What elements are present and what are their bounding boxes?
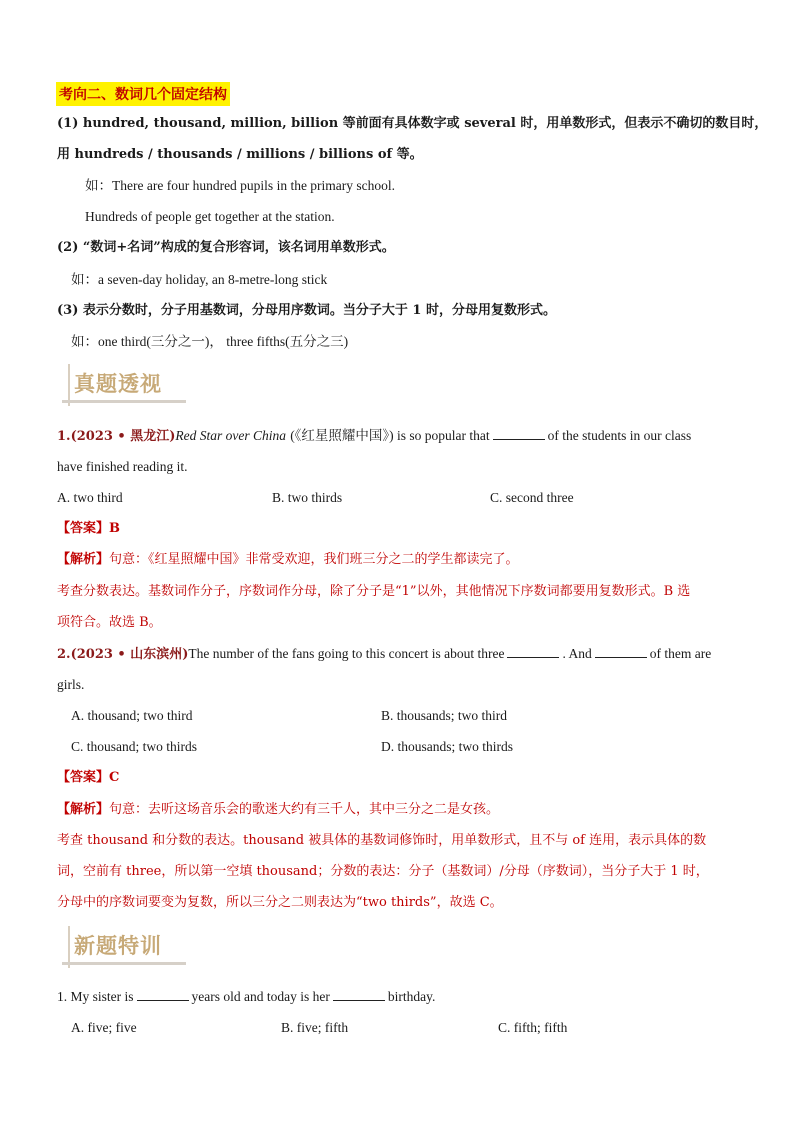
rule-1-line-1: (1) hundred, thousand, million, billion 等前面有具体数字或 several 时，用单数形式，但表示不确切的数目时， [57,116,768,131]
question-1-option-b[interactable]: B. two thirds [272,490,343,505]
practice-question-1-option-c[interactable]: C. fifth; fifth [498,1020,568,1035]
question-2-explanation-line-1: 考查 thousand 和分数的表达。thousand 被具体的基数词修饰时，用单数形式，且不与 of 连用，表示具体的数 [57,833,707,848]
practice-question-1-text-a: 1. My sister is [57,989,134,1004]
question-2-option-b[interactable]: B. thousands; two third [381,708,508,723]
question-1-analysis-label: 【解析】 [57,552,110,567]
question-2-text-c: of them are [649,646,712,661]
banner-title: 新题特训 [74,934,162,958]
rule-1-example-a: 如：There are four hundred pupils in the primary school. [85,178,396,193]
practice-question-1-blank-1[interactable] [137,988,189,1001]
question-1-blank[interactable] [493,427,545,440]
rule-3-example: 如：one third(三分之一)， three fifths(五分之三) [71,334,349,349]
question-1-option-c[interactable]: C. second three [490,490,574,505]
practice-question-1-option-b[interactable]: B. five; fifth [281,1020,349,1035]
practice-question-1-blank-2[interactable] [333,988,385,1001]
question-2-analysis-text: 句意：去听这场音乐会的歌迷大约有三千人，其中三分之二是女孩。 [109,802,500,817]
banner-underline [62,962,186,965]
rule-1-example-b: Hundreds of people get together at the station. [85,209,335,224]
question-1-line-2: have finished reading it. [57,459,188,474]
question-1-number: 1.(2023 • 黑龙江) [57,429,176,444]
rule-1-line-2: 用 hundreds / thousands / millions / billions of 等。 [57,147,423,162]
question-2-option-a[interactable]: A. thousand; two third [71,708,193,723]
question-2-number: 2.(2023 • 山东滨州) [57,647,189,662]
question-1-option-a[interactable]: A. two third [57,490,123,505]
question-2-analysis-label: 【解析】 [57,802,110,817]
practice-question-1-option-a[interactable]: A. five; five [71,1020,137,1035]
question-1-text-b: of the students in our class [547,428,692,443]
question-2-explanation-line-2: 词，空前有 three，所以第一空填 thousand；分数的表达：分子（基数词）/分母（序数词），当分子大于 1 时， [57,864,709,879]
question-1-book-title: Red Star over China [175,428,287,443]
practice-question-1-text-c: birthday. [387,989,436,1004]
question-2-option-c[interactable]: C. thousand; two thirds [71,739,198,754]
question-1-explanation-line-1: 考查分数表达。基数词作分子，序数词作分母，除了分子是“1”以外，其他情况下序数词都要用复数形式。B 选 [57,584,691,599]
question-1-analysis [57,550,519,570]
question-1-explanation-line-2: 项符合。故选 B。 [57,615,162,630]
rule-2: (2) “数词+名词”构成的复合形容词，该名词用单数形式。 [57,240,395,255]
banner-real-exam [62,364,186,404]
question-2-explanation-line-3: 分母中的序数词要变为复数，所以三分之二则表达为“two thirds”，故选 C。 [57,895,503,910]
banner-new-practice [62,926,186,966]
question-2-text-a: The number of the fans going to this concert is about three [188,646,505,661]
question-2-blank-1[interactable] [507,645,559,658]
section-heading: 考向二、数词几个固定结构 [56,82,230,106]
question-2-line-1 [57,644,711,665]
question-2-option-d[interactable]: D. thousands; two thirds [381,739,514,754]
question-1-analysis-text: 句意：《红星照耀中国》非常受欢迎，我们班三分之二的学生都读完了。 [109,552,519,567]
practice-question-1 [57,987,435,1007]
banner-underline [62,400,186,403]
question-2-answer: 【答案】C [57,770,120,785]
banner-title: 真题透视 [74,372,162,396]
question-1-line-1 [57,426,691,447]
question-1-text-a: (《红星照耀中国》) is so popular that [290,428,490,443]
question-2-blank-2[interactable] [595,645,647,658]
rule-2-example: 如：a seven-day holiday, an 8-metre-long stick [71,272,328,287]
question-1-answer: 【答案】B [57,521,120,536]
rule-3: (3) 表示分数时，分子用基数词，分母用序数词。当分子大于 1 时，分母用复数形式。 [57,303,556,318]
practice-question-1-text-b: years old and today is her [191,989,330,1004]
question-2-text-b: . And [562,646,592,661]
question-2-analysis [57,800,499,820]
question-2-line-2: girls. [57,677,85,692]
